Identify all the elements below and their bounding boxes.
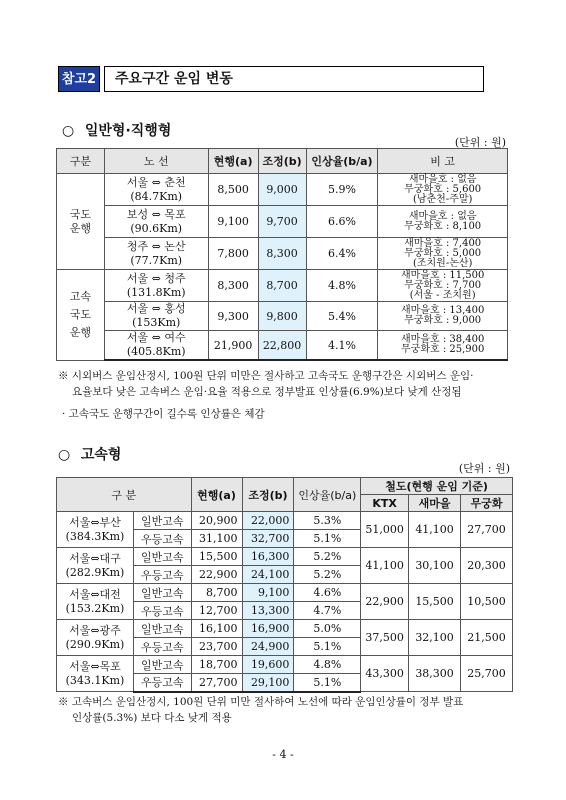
- col-header-rate: 인상율(b/a): [294, 478, 361, 512]
- adjusted-fare: 32,700: [242, 530, 294, 548]
- saemaeul-fare: 32,100: [409, 620, 461, 656]
- section2-heading: [58, 444, 121, 464]
- adjusted-fare: 16,900: [242, 620, 294, 638]
- route-cell: 서울 ⇔ 여수 (405.8Km): [104, 331, 208, 361]
- increase-rate: 4.6%: [294, 584, 361, 602]
- increase-rate: 5.2%: [294, 566, 361, 584]
- bus-type: 일반고속: [133, 656, 191, 674]
- col-header-mugunghwa: 무궁화: [461, 495, 513, 512]
- ktx-fare: 43,300: [361, 656, 409, 692]
- section1-title: 일반형·직행형: [84, 123, 172, 139]
- remarks-cell: 새마을호 : 없음 무궁화호 : 8,100: [378, 206, 508, 238]
- increase-rate: 5.1%: [294, 530, 361, 548]
- section1-unit: (단위 : 원): [454, 136, 506, 149]
- table-row: [57, 206, 508, 238]
- route-cell: 서울 ⇔ 홍성 (153Km): [104, 302, 208, 331]
- adjusted-fare: 9,000: [258, 174, 306, 206]
- adjusted-fare: 22,800: [258, 331, 306, 361]
- table-row: [57, 270, 508, 302]
- adjusted-fare: 16,300: [242, 548, 294, 566]
- col-header-remarks: 비 고: [378, 149, 508, 174]
- current-fare: 22,900: [191, 566, 242, 584]
- increase-rate: 5.4%: [306, 302, 378, 331]
- col-header-adjusted: 조정(b): [242, 478, 294, 512]
- adjusted-fare: 22,000: [242, 512, 294, 530]
- ktx-fare: 37,500: [361, 620, 409, 656]
- adjusted-fare: 24,900: [242, 638, 294, 656]
- current-fare: 8,700: [191, 584, 242, 602]
- col-header-current: 현행(a): [191, 478, 242, 512]
- adjusted-fare: 8,700: [258, 270, 306, 302]
- route-cell: 서울⇔광주 (290.9Km): [57, 620, 134, 656]
- increase-rate: 5.1%: [294, 674, 361, 692]
- current-fare: 27,700: [191, 674, 242, 692]
- table-row: [57, 620, 513, 638]
- section2-bullet: ○: [58, 447, 71, 463]
- remarks-cell: 새마을호 : 13,400 무궁화호 : 9,000: [378, 302, 508, 331]
- bus-type: 우등고속: [133, 530, 191, 548]
- group-label: 국도 운행: [57, 174, 105, 270]
- appendix-badge: 참고2: [58, 66, 100, 92]
- route-cell: 청주 ⇔ 논산 (77.7Km): [104, 238, 208, 270]
- saemaeul-fare: 41,100: [409, 512, 461, 548]
- increase-rate: 5.1%: [294, 638, 361, 656]
- table-row: [57, 656, 513, 674]
- ktx-fare: 22,900: [361, 584, 409, 620]
- col-header-route: 노 선: [104, 149, 208, 174]
- current-fare: 8,500: [208, 174, 258, 206]
- increase-rate: 6.6%: [306, 206, 378, 238]
- mugunghwa-fare: 25,700: [461, 656, 513, 692]
- col-header-adjusted: 조정(b): [258, 149, 306, 174]
- route-cell: 서울 ⇔ 춘천 (84.7Km): [104, 174, 208, 206]
- current-fare: 23,700: [191, 638, 242, 656]
- bus-type: 일반고속: [133, 620, 191, 638]
- increase-rate: 4.8%: [306, 270, 378, 302]
- route-cell: 서울 ⇔ 청주 (131.8Km): [104, 270, 208, 302]
- increase-rate: 6.4%: [306, 238, 378, 270]
- route-cell: 서울⇔대구 (282.9Km): [57, 548, 134, 584]
- adjusted-fare: 8,300: [258, 238, 306, 270]
- table-general-express: [56, 148, 508, 361]
- increase-rate: 4.7%: [294, 602, 361, 620]
- saemaeul-fare: 38,300: [409, 656, 461, 692]
- bus-type: 일반고속: [133, 548, 191, 566]
- adjusted-fare: 19,600: [242, 656, 294, 674]
- section2-unit: (단위 : 원): [458, 462, 510, 475]
- footnote-line: ※ 시외버스 운임산정시, 100원 단위 미만은 절사하고 고속국도 운행구간은 시외버스 운임·: [58, 370, 474, 382]
- ktx-fare: 41,100: [361, 548, 409, 584]
- increase-rate: 5.2%: [294, 548, 361, 566]
- table-row: [57, 512, 513, 530]
- current-fare: 20,900: [191, 512, 242, 530]
- footnote-line: 요율보다 낮은 고속버스 운임·요율 적용으로 정부발표 인상률(6.9%)보다 낮게 산정됨: [72, 386, 462, 398]
- page-number: - 4 -: [272, 748, 294, 761]
- section1-bullet: ○: [62, 123, 75, 139]
- footnote-line: ※ 고속버스 운임산정시, 100원 단위 미만 절사하여 노선에 따라 운임인상률이 정부 발표: [58, 696, 464, 708]
- adjusted-fare: 9,800: [258, 302, 306, 331]
- section2-footnote: [58, 694, 518, 726]
- adjusted-fare: 9,700: [258, 206, 306, 238]
- mugunghwa-fare: 27,700: [461, 512, 513, 548]
- table-express: [56, 477, 513, 693]
- appendix-title: 주요구간 운임 변동: [104, 66, 484, 92]
- current-fare: 16,100: [191, 620, 242, 638]
- current-fare: 15,500: [191, 548, 242, 566]
- route-cell: 서울⇔목포 (343.1Km): [57, 656, 134, 692]
- current-fare: 9,100: [208, 206, 258, 238]
- bus-type: 일반고속: [133, 512, 191, 530]
- bus-type: 우등고속: [133, 638, 191, 656]
- increase-rate: 4.1%: [306, 331, 378, 361]
- increase-rate: 5.0%: [294, 620, 361, 638]
- table-row: [57, 584, 513, 602]
- adjusted-fare: 24,100: [242, 566, 294, 584]
- col-header-kind: 구 분: [57, 478, 192, 512]
- current-fare: 7,800: [208, 238, 258, 270]
- appendix-header: [58, 66, 484, 92]
- mugunghwa-fare: 20,300: [461, 548, 513, 584]
- mugunghwa-fare: 10,500: [461, 584, 513, 620]
- route-cell: 서울⇔대전 (153.2Km): [57, 584, 134, 620]
- footnote-line: · 고속국도 운행구간이 길수록 인상률은 체감: [62, 408, 265, 420]
- table-row: [57, 548, 513, 566]
- current-fare: 31,100: [191, 530, 242, 548]
- adjusted-fare: 29,100: [242, 674, 294, 692]
- current-fare: 8,300: [208, 270, 258, 302]
- section2-title: 고속형: [80, 447, 122, 463]
- col-header-saemaeul: 새마을: [409, 495, 461, 512]
- remarks-cell: 새마을호 : 없음 무궁화호 : 5,600 (남춘천-주말): [378, 174, 508, 206]
- bus-type: 우등고속: [133, 566, 191, 584]
- table-row: [57, 238, 508, 270]
- table-row: [57, 302, 508, 331]
- col-header-kind: 구분: [57, 149, 105, 174]
- adjusted-fare: 13,300: [242, 602, 294, 620]
- mugunghwa-fare: 21,500: [461, 620, 513, 656]
- route-cell: 서울⇔부산 (384.3Km): [57, 512, 134, 548]
- col-header-current: 현행(a): [208, 149, 258, 174]
- increase-rate: 5.9%: [306, 174, 378, 206]
- footnote-line: 인상률(5.3%) 보다 다소 낮게 적용: [72, 712, 232, 724]
- table-row: [57, 174, 508, 206]
- remarks-cell: 새마을호 : 7,400 무궁화호 : 5,000 (조치원-논산): [378, 238, 508, 270]
- group-label: 고속 국도 운행: [57, 270, 105, 361]
- section1-heading: [62, 120, 171, 140]
- current-fare: 21,900: [208, 331, 258, 361]
- section1-footnote: [58, 368, 518, 422]
- saemaeul-fare: 15,500: [409, 584, 461, 620]
- ktx-fare: 51,000: [361, 512, 409, 548]
- remarks-cell: 새마을호 : 38,400 무궁화호 : 25,900: [378, 331, 508, 361]
- col-header-rail: 철도(현행 운임 기준): [361, 478, 513, 495]
- bus-type: 일반고속: [133, 584, 191, 602]
- col-header-ktx: KTX: [361, 495, 409, 512]
- table-row: [57, 331, 508, 361]
- saemaeul-fare: 30,100: [409, 548, 461, 584]
- col-header-rate: 인상율(b/a): [306, 149, 378, 174]
- increase-rate: 4.8%: [294, 656, 361, 674]
- current-fare: 12,700: [191, 602, 242, 620]
- route-cell: 보성 ⇔ 목포 (90.6Km): [104, 206, 208, 238]
- remarks-cell: 새마을호 : 11,500 무궁화호 : 7,700 (서울 - 조치원): [378, 270, 508, 302]
- bus-type: 우등고속: [133, 674, 191, 692]
- increase-rate: 5.3%: [294, 512, 361, 530]
- bus-type: 우등고속: [133, 602, 191, 620]
- adjusted-fare: 9,100: [242, 584, 294, 602]
- current-fare: 18,700: [191, 656, 242, 674]
- current-fare: 9,300: [208, 302, 258, 331]
